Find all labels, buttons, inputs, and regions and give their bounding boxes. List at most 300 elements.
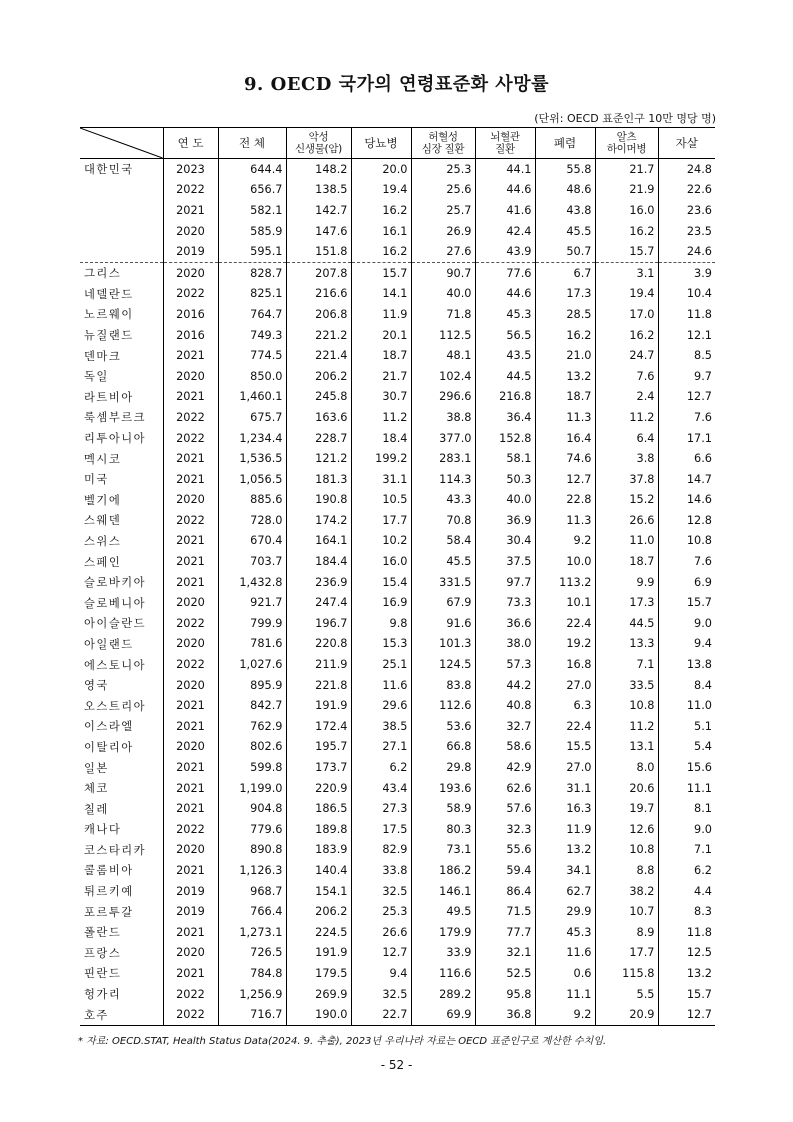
cell-heart: 26.9 — [411, 221, 475, 242]
cell-year: 2022 — [163, 510, 218, 531]
cell-cancer: 121.2 — [286, 448, 351, 469]
cell-cerebro: 40.0 — [475, 490, 535, 511]
cell-total: 885.6 — [218, 490, 286, 511]
cell-year: 2021 — [163, 860, 218, 881]
cell-heart: 70.8 — [411, 510, 475, 531]
cell-heart: 67.9 — [411, 592, 475, 613]
cell-year: 2021 — [163, 695, 218, 716]
cell-pneumonia: 27.0 — [535, 675, 595, 696]
cell-suicide: 24.8 — [658, 159, 715, 180]
cell-cerebro: 43.5 — [475, 345, 535, 366]
cell-heart: 101.3 — [411, 634, 475, 655]
cell-cerebro: 36.9 — [475, 510, 535, 531]
header-heart-line2: 심장 질환 — [421, 143, 465, 155]
cell-pneumonia: 6.7 — [535, 262, 595, 283]
header-year: 연 도 — [163, 128, 218, 159]
cell-heart: 186.2 — [411, 860, 475, 881]
cell-total: 762.9 — [218, 716, 286, 737]
cell-year: 2021 — [163, 572, 218, 593]
mortality-table — [80, 127, 715, 1026]
cell-heart: 116.6 — [411, 963, 475, 984]
cell-diabetes: 31.1 — [351, 469, 411, 490]
cell-country — [80, 241, 163, 262]
cell-alzheimer: 115.8 — [595, 963, 658, 984]
cell-year: 2020 — [163, 490, 218, 511]
cell-year: 2021 — [163, 200, 218, 221]
cell-cerebro: 45.3 — [475, 304, 535, 325]
cell-pneumonia: 22.4 — [535, 613, 595, 634]
cell-pneumonia: 11.9 — [535, 819, 595, 840]
cell-cerebro: 36.6 — [475, 613, 535, 634]
diagonal-header-cell — [80, 128, 163, 159]
cell-diabetes: 17.7 — [351, 510, 411, 531]
cell-country: 아일랜드 — [84, 637, 134, 651]
cell-cancer: 211.9 — [286, 654, 351, 675]
table-row — [80, 634, 715, 655]
cell-pneumonia: 74.6 — [535, 448, 595, 469]
cell-year: 2021 — [163, 531, 218, 552]
cell-alzheimer: 3.8 — [595, 448, 658, 469]
cell-cancer: 216.6 — [286, 284, 351, 305]
cell-diabetes: 20.0 — [351, 159, 411, 180]
cell-year: 2020 — [163, 675, 218, 696]
cell-country: 벨기에 — [84, 493, 122, 507]
cell-country: 에스토니아 — [84, 658, 147, 672]
cell-country: 네델란드 — [84, 287, 134, 301]
header-heart-line1: 허혈성 — [428, 131, 458, 143]
cell-pneumonia: 55.8 — [535, 159, 595, 180]
table-row — [80, 757, 715, 778]
cell-diabetes: 22.7 — [351, 1004, 411, 1025]
cell-total: 1,126.3 — [218, 860, 286, 881]
cell-pneumonia: 21.0 — [535, 345, 595, 366]
cell-country: 슬로바키아 — [84, 576, 147, 590]
cell-cerebro: 30.4 — [475, 531, 535, 552]
cell-diabetes: 18.4 — [351, 428, 411, 449]
cell-total: 726.5 — [218, 943, 286, 964]
header-cerebro-line2: 질환 — [495, 143, 515, 155]
cell-country: 노르웨이 — [84, 308, 134, 322]
cell-heart: 25.3 — [411, 159, 475, 180]
cell-total: 774.5 — [218, 345, 286, 366]
cell-diabetes: 33.8 — [351, 860, 411, 881]
header-pneumonia: 폐렴 — [535, 128, 595, 159]
cell-pneumonia: 18.7 — [535, 387, 595, 408]
cell-diabetes: 18.7 — [351, 345, 411, 366]
table-row — [80, 262, 715, 283]
cell-country: 이스라엘 — [84, 720, 134, 734]
cell-alzheimer: 15.7 — [595, 241, 658, 262]
cell-country: 독일 — [84, 370, 109, 384]
cell-pneumonia: 43.8 — [535, 200, 595, 221]
cell-total: 895.9 — [218, 675, 286, 696]
cell-alzheimer: 11.0 — [595, 531, 658, 552]
cell-country: 영국 — [84, 679, 109, 693]
cell-suicide: 13.8 — [658, 654, 715, 675]
cell-year: 2021 — [163, 387, 218, 408]
cell-year: 2023 — [163, 159, 218, 180]
cell-alzheimer: 16.2 — [595, 221, 658, 242]
cell-alzheimer: 13.1 — [595, 737, 658, 758]
cell-suicide: 7.6 — [658, 551, 715, 572]
cell-total: 1,256.9 — [218, 984, 286, 1005]
cell-year: 2021 — [163, 469, 218, 490]
cell-country: 아이슬란드 — [84, 617, 147, 631]
cell-cerebro: 62.6 — [475, 778, 535, 799]
cell-diabetes: 10.2 — [351, 531, 411, 552]
header-heart — [411, 128, 475, 159]
cell-suicide: 23.5 — [658, 221, 715, 242]
cell-total: 904.8 — [218, 798, 286, 819]
cell-total: 595.1 — [218, 241, 286, 262]
cell-cerebro: 44.6 — [475, 180, 535, 201]
cell-pneumonia: 10.0 — [535, 551, 595, 572]
table-row — [80, 963, 715, 984]
cell-year: 2021 — [163, 345, 218, 366]
cell-cancer: 220.9 — [286, 778, 351, 799]
cell-suicide: 12.7 — [658, 387, 715, 408]
cell-alzheimer: 7.6 — [595, 366, 658, 387]
cell-suicide: 6.2 — [658, 860, 715, 881]
table-row — [80, 654, 715, 675]
cell-total: 728.0 — [218, 510, 286, 531]
cell-suicide: 11.0 — [658, 695, 715, 716]
cell-pneumonia: 113.2 — [535, 572, 595, 593]
cell-total: 675.7 — [218, 407, 286, 428]
cell-total: 1,056.5 — [218, 469, 286, 490]
table-row — [80, 200, 715, 221]
cell-diabetes: 16.9 — [351, 592, 411, 613]
cell-pneumonia: 45.3 — [535, 922, 595, 943]
header-row — [80, 128, 715, 159]
cell-total: 842.7 — [218, 695, 286, 716]
cell-cerebro: 36.4 — [475, 407, 535, 428]
cell-alzheimer: 17.3 — [595, 592, 658, 613]
cell-cancer: 189.8 — [286, 819, 351, 840]
cell-country: 체코 — [84, 782, 109, 796]
cell-diabetes: 19.4 — [351, 180, 411, 201]
cell-cerebro: 43.9 — [475, 241, 535, 262]
cell-suicide: 9.0 — [658, 819, 715, 840]
cell-alzheimer: 8.0 — [595, 757, 658, 778]
cell-heart: 48.1 — [411, 345, 475, 366]
table-row — [80, 819, 715, 840]
cell-diabetes: 16.0 — [351, 551, 411, 572]
cell-country: 라트비아 — [84, 390, 134, 404]
cell-cancer: 190.8 — [286, 490, 351, 511]
cell-alzheimer: 17.7 — [595, 943, 658, 964]
cell-suicide: 22.6 — [658, 180, 715, 201]
cell-suicide: 15.7 — [658, 984, 715, 1005]
cell-heart: 43.3 — [411, 490, 475, 511]
cell-diabetes: 11.9 — [351, 304, 411, 325]
cell-total: 850.0 — [218, 366, 286, 387]
cell-alzheimer: 20.6 — [595, 778, 658, 799]
cell-cerebro: 58.6 — [475, 737, 535, 758]
cell-year: 2021 — [163, 448, 218, 469]
cell-pneumonia: 31.1 — [535, 778, 595, 799]
cell-cancer: 142.7 — [286, 200, 351, 221]
cell-cancer: 269.9 — [286, 984, 351, 1005]
cell-alzheimer: 21.7 — [595, 159, 658, 180]
cell-year: 2016 — [163, 325, 218, 346]
table-row — [80, 613, 715, 634]
cell-year: 2020 — [163, 366, 218, 387]
cell-year: 2020 — [163, 943, 218, 964]
cell-country: 대한민국 — [84, 163, 134, 177]
cell-cancer: 179.5 — [286, 963, 351, 984]
cell-year: 2022 — [163, 284, 218, 305]
cell-pneumonia: 28.5 — [535, 304, 595, 325]
cell-year: 2020 — [163, 634, 218, 655]
cell-cerebro: 55.6 — [475, 840, 535, 861]
cell-heart: 49.5 — [411, 901, 475, 922]
cell-cerebro: 77.7 — [475, 922, 535, 943]
cell-cancer: 181.3 — [286, 469, 351, 490]
cell-heart: 331.5 — [411, 572, 475, 593]
cell-total: 890.8 — [218, 840, 286, 861]
table-row — [80, 840, 715, 861]
cell-pneumonia: 62.7 — [535, 881, 595, 902]
cell-heart: 27.6 — [411, 241, 475, 262]
cell-cancer: 147.6 — [286, 221, 351, 242]
cell-cancer: 191.9 — [286, 695, 351, 716]
cell-year: 2021 — [163, 778, 218, 799]
cell-cerebro: 58.1 — [475, 448, 535, 469]
cell-suicide: 8.5 — [658, 345, 715, 366]
cell-heart: 66.8 — [411, 737, 475, 758]
cell-suicide: 13.2 — [658, 963, 715, 984]
cell-alzheimer: 17.0 — [595, 304, 658, 325]
cell-cancer: 207.8 — [286, 262, 351, 283]
cell-suicide: 23.6 — [658, 200, 715, 221]
cell-cancer: 228.7 — [286, 428, 351, 449]
cell-country: 일본 — [84, 761, 109, 775]
cell-cerebro: 42.9 — [475, 757, 535, 778]
cell-cerebro: 44.1 — [475, 159, 535, 180]
cell-year: 2020 — [163, 262, 218, 283]
cell-total: 716.7 — [218, 1004, 286, 1025]
cell-pneumonia: 19.2 — [535, 634, 595, 655]
cell-pneumonia: 50.7 — [535, 241, 595, 262]
table-row — [80, 572, 715, 593]
cell-pneumonia: 17.3 — [535, 284, 595, 305]
cell-pneumonia: 11.6 — [535, 943, 595, 964]
cell-alzheimer: 19.7 — [595, 798, 658, 819]
cell-country: 호주 — [80, 1004, 163, 1025]
cell-pneumonia: 15.5 — [535, 737, 595, 758]
cell-year: 2020 — [163, 840, 218, 861]
cell-heart: 25.7 — [411, 200, 475, 221]
cell-total: 644.4 — [218, 159, 286, 180]
cell-total: 1,199.0 — [218, 778, 286, 799]
cell-alzheimer: 20.9 — [595, 1004, 658, 1025]
cell-diabetes: 15.4 — [351, 572, 411, 593]
cell-cancer: 247.4 — [286, 592, 351, 613]
cell-pneumonia: 11.1 — [535, 984, 595, 1005]
cell-diabetes: 43.4 — [351, 778, 411, 799]
cell-diabetes: 9.4 — [351, 963, 411, 984]
cell-country: 칠레 — [84, 802, 109, 816]
cell-cerebro: 40.8 — [475, 695, 535, 716]
cell-total: 749.3 — [218, 325, 286, 346]
cell-cancer: 190.0 — [286, 1004, 351, 1025]
cell-pneumonia: 16.3 — [535, 798, 595, 819]
cell-alzheimer: 8.9 — [595, 922, 658, 943]
cell-total: 779.6 — [218, 819, 286, 840]
cell-alzheimer: 10.8 — [595, 840, 658, 861]
cell-pneumonia: 22.4 — [535, 716, 595, 737]
cell-total: 1,432.8 — [218, 572, 286, 593]
cell-cerebro: 42.4 — [475, 221, 535, 242]
cell-diabetes: 27.1 — [351, 737, 411, 758]
cell-heart: 90.7 — [411, 262, 475, 283]
cell-year: 2021 — [163, 798, 218, 819]
table-row — [80, 984, 715, 1005]
cell-total: 921.7 — [218, 592, 286, 613]
cell-suicide: 8.1 — [658, 798, 715, 819]
cell-country: 룩셈부르크 — [84, 411, 147, 425]
cell-heart: 33.9 — [411, 943, 475, 964]
table-row — [80, 221, 715, 242]
cell-total: 764.7 — [218, 304, 286, 325]
cell-total: 582.1 — [218, 200, 286, 221]
table-row — [80, 180, 715, 201]
table-row — [80, 1004, 715, 1025]
cell-alzheimer: 3.1 — [595, 262, 658, 283]
cell-diabetes: 9.8 — [351, 613, 411, 634]
cell-heart: 83.8 — [411, 675, 475, 696]
header-cancer-line2: 신생물(암) — [295, 143, 342, 155]
table-row — [80, 943, 715, 964]
table-row — [80, 716, 715, 737]
cell-pneumonia: 12.7 — [535, 469, 595, 490]
cell-heart: 58.9 — [411, 798, 475, 819]
cell-country — [80, 200, 163, 221]
cell-diabetes: 14.1 — [351, 284, 411, 305]
cell-country — [80, 221, 163, 242]
cell-suicide: 24.6 — [658, 241, 715, 262]
cell-pneumonia: 16.4 — [535, 428, 595, 449]
cell-heart: 193.6 — [411, 778, 475, 799]
header-suicide: 자살 — [658, 128, 715, 159]
cell-heart: 146.1 — [411, 881, 475, 902]
cell-cancer: 163.6 — [286, 407, 351, 428]
cell-alzheimer: 19.4 — [595, 284, 658, 305]
cell-diabetes: 10.5 — [351, 490, 411, 511]
table-row — [80, 490, 715, 511]
diagonal-line — [80, 128, 163, 158]
cell-cerebro: 57.6 — [475, 798, 535, 819]
cell-diabetes: 26.6 — [351, 922, 411, 943]
cell-diabetes: 6.2 — [351, 757, 411, 778]
cell-alzheimer: 37.8 — [595, 469, 658, 490]
cell-pneumonia: 11.3 — [535, 407, 595, 428]
cell-cancer: 164.1 — [286, 531, 351, 552]
cell-pneumonia: 9.2 — [535, 1004, 595, 1025]
page-number: - 52 - — [380, 1058, 413, 1072]
cell-country: 포르투갈 — [84, 905, 134, 919]
cell-country: 스위스 — [84, 534, 122, 548]
cell-alzheimer: 16.0 — [595, 200, 658, 221]
cell-total: 799.9 — [218, 613, 286, 634]
cell-diabetes: 15.3 — [351, 634, 411, 655]
cell-cerebro: 50.3 — [475, 469, 535, 490]
cell-total: 1,027.6 — [218, 654, 286, 675]
cell-cancer: 191.9 — [286, 943, 351, 964]
cell-diabetes: 15.7 — [351, 262, 411, 283]
cell-total: 784.8 — [218, 963, 286, 984]
cell-heart: 112.5 — [411, 325, 475, 346]
table-row — [80, 325, 715, 346]
cell-country: 미국 — [84, 473, 109, 487]
cell-year: 2021 — [163, 757, 218, 778]
cell-suicide: 14.7 — [658, 469, 715, 490]
header-alzheimer-line1: 알츠 — [616, 131, 637, 143]
cell-cerebro: 216.8 — [475, 387, 535, 408]
cell-cerebro: 97.7 — [475, 572, 535, 593]
cell-year: 2021 — [163, 922, 218, 943]
cell-pneumonia: 13.2 — [535, 366, 595, 387]
cell-total: 585.9 — [218, 221, 286, 242]
cell-cerebro: 86.4 — [475, 881, 535, 902]
cell-suicide: 12.5 — [658, 943, 715, 964]
cell-year: 2022 — [163, 1004, 218, 1025]
cell-country: 폴란드 — [84, 926, 122, 940]
cell-heart: 112.6 — [411, 695, 475, 716]
cell-country: 슬로베니아 — [84, 596, 147, 610]
header-alzheimer — [595, 128, 658, 159]
cell-cerebro: 59.4 — [475, 860, 535, 881]
cell-total: 656.7 — [218, 180, 286, 201]
cell-heart: 80.3 — [411, 819, 475, 840]
table-row — [80, 695, 715, 716]
cell-heart: 38.8 — [411, 407, 475, 428]
header-alzheimer-line2: 하이머병 — [606, 143, 647, 155]
table-row — [80, 510, 715, 531]
cell-suicide: 4.4 — [658, 881, 715, 902]
cell-year: 2016 — [163, 304, 218, 325]
table-row — [80, 778, 715, 799]
cell-heart: 91.6 — [411, 613, 475, 634]
cell-cancer: 183.9 — [286, 840, 351, 861]
cell-cancer: 206.8 — [286, 304, 351, 325]
cell-alzheimer: 16.2 — [595, 325, 658, 346]
cell-cancer: 184.4 — [286, 551, 351, 572]
cell-year: 2021 — [163, 963, 218, 984]
cell-alzheimer: 10.7 — [595, 901, 658, 922]
cell-country: 뉴질랜드 — [84, 329, 134, 343]
cell-cancer: 245.8 — [286, 387, 351, 408]
cell-cancer: 148.2 — [286, 159, 351, 180]
cell-alzheimer: 12.6 — [595, 819, 658, 840]
cell-pneumonia: 29.9 — [535, 901, 595, 922]
cell-suicide: 8.3 — [658, 901, 715, 922]
cell-heart: 73.1 — [411, 840, 475, 861]
cell-diabetes: 199.2 — [351, 448, 411, 469]
cell-diabetes: 25.1 — [351, 654, 411, 675]
cell-diabetes: 32.5 — [351, 881, 411, 902]
cell-alzheimer: 21.9 — [595, 180, 658, 201]
cell-cancer: 196.7 — [286, 613, 351, 634]
cell-alzheimer: 6.4 — [595, 428, 658, 449]
table-row — [80, 901, 715, 922]
cell-heart: 114.3 — [411, 469, 475, 490]
cell-heart: 124.5 — [411, 654, 475, 675]
cell-year: 2022 — [163, 984, 218, 1005]
cell-diabetes: 21.7 — [351, 366, 411, 387]
table-row — [80, 241, 715, 262]
